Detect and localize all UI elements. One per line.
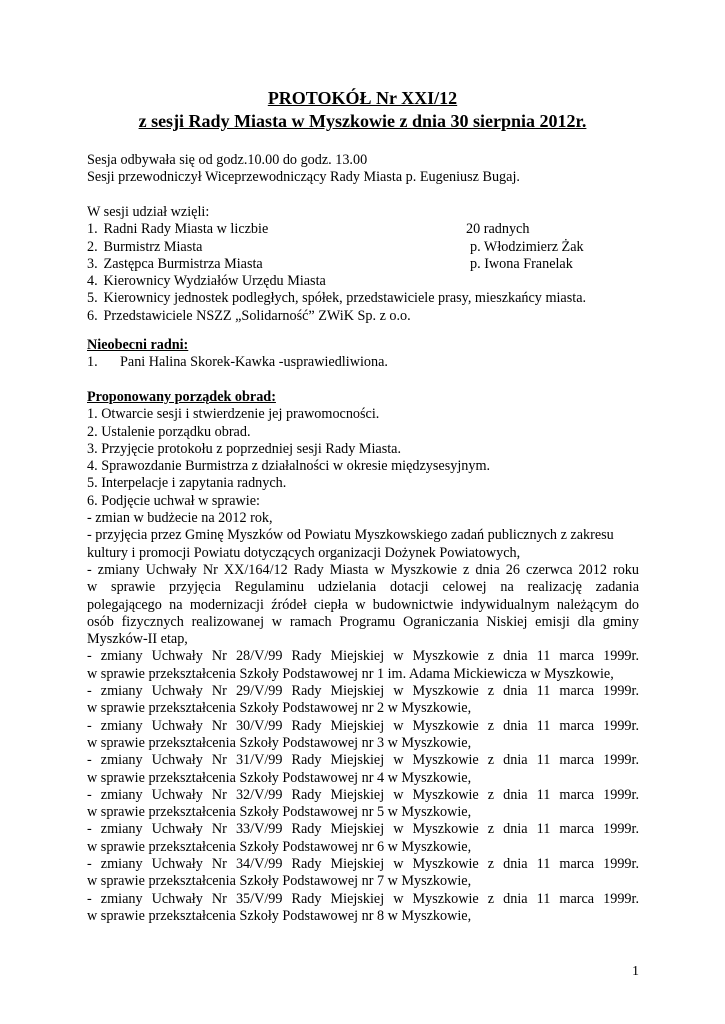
resolution-item: polegającego na modernizacji źródeł ciepła w budownictwie indywidualnym należącym do <box>87 596 639 613</box>
resolution-item: kultury i promocji Powiatu dotyczących organizacji Dożynek Powiatowych, <box>87 544 521 561</box>
participants-section <box>87 204 639 325</box>
agenda-item: 5. Interpelacje i zapytania radnych. <box>87 475 287 492</box>
resolution-item: w sprawie przekształcenia Szkoły Podstawowej nr 2 w Myszkowie, <box>87 700 472 717</box>
resolution-item: w sprawie przyjęcia Regulaminu udzielania dotacji celowej na realizację zadania <box>87 579 639 596</box>
resolution-item: - zmiany Uchwały Nr 33/V/99 Rady Miejskiej w Myszkowie z dnia 11 marca 1999r. <box>87 821 639 838</box>
document-subtitle: z sesji Rady Miasta w Myszkowie z dnia 30 sierpnia 2012r. <box>138 111 587 131</box>
agenda-section <box>87 389 639 925</box>
resolution-item: w sprawie przekształcenia Szkoły Podstawowej nr 7 w Myszkowie, <box>87 873 472 890</box>
session-info <box>87 152 639 187</box>
resolution-item: w sprawie przekształcenia Szkoły Podstawowej nr 1 im. Adama Mickiewicza w Myszkowie, <box>87 665 614 682</box>
resolution-item: - zmiany Uchwały Nr 35/V/99 Rady Miejskiej w Myszkowie z dnia 11 marca 1999r. <box>87 890 639 907</box>
list-item: 1. Radni Rady Miasta w liczbie 20 radnych <box>87 221 530 238</box>
resolution-item: w sprawie przekształcenia Szkoły Podstawowej nr 4 w Myszkowie, <box>87 769 472 786</box>
resolution-item: - zmiany Uchwały Nr 29/V/99 Rady Miejskiej w Myszkowie z dnia 11 marca 1999r. <box>87 683 639 700</box>
resolution-item: w sprawie przekształcenia Szkoły Podstawowej nr 5 w Myszkowie, <box>87 804 472 821</box>
resolution-item: w sprawie przekształcenia Szkoły Podstawowej nr 6 w Myszkowie, <box>87 838 472 855</box>
resolution-item: - zmiany Uchwały Nr XX/164/12 Rady Miasta w Myszkowie z dnia 26 czerwca 2012 roku <box>87 561 639 578</box>
absent-section <box>87 337 639 372</box>
list-item: 3. Zastępca Burmistrza Miasta p. Iwona Franelak <box>87 255 573 272</box>
absent-heading: Nieobecni radni: <box>87 337 189 353</box>
list-item: 4. Kierownicy Wydziałów Urzędu Miasta <box>87 273 326 290</box>
resolution-item: - zmiany Uchwały Nr 31/V/99 Rady Miejskiej w Myszkowie z dnia 11 marca 1999r. <box>87 752 639 769</box>
resolution-item: w sprawie przekształcenia Szkoły Podstawowej nr 8 w Myszkowie, <box>87 907 472 924</box>
agenda-item: 4. Sprawozdanie Burmistrza z działalności w okresie międzysesyjnym. <box>87 458 491 475</box>
list-item: 2. Burmistrz Miasta p. Włodzimierz Żak <box>87 238 584 255</box>
resolution-item: w sprawie przekształcenia Szkoły Podstawowej nr 3 w Myszkowie, <box>87 734 472 751</box>
resolution-item: - zmiany Uchwały Nr 28/V/99 Rady Miejskiej w Myszkowie z dnia 11 marca 1999r. <box>87 648 639 665</box>
resolution-item: osób fizycznych realizowanej w ramach Programu Ograniczania Niskiej emisji dla gminy <box>87 613 639 630</box>
resolution-item: - zmiany Uchwały Nr 34/V/99 Rady Miejskiej w Myszkowie z dnia 11 marca 1999r. <box>87 856 639 873</box>
session-time: Sesja odbywała się od godz.10.00 do godz. 13.00 <box>87 152 368 168</box>
resolution-item: Myszków-II etap, <box>87 631 188 648</box>
participants-heading: W sesji udział wzięli: <box>87 204 210 220</box>
document-title: PROTOKÓŁ Nr XXI/12 <box>267 88 458 108</box>
resolution-item: - zmian w budżecie na 2012 rok, <box>87 510 273 527</box>
agenda-item: 2. Ustalenie porządku obrad. <box>87 423 251 440</box>
resolution-item: - przyjęcia przez Gminę Myszków od Powiatu Myszkowskiego zadań publicznych z zakresu <box>87 527 614 544</box>
resolution-item: - zmiany Uchwały Nr 32/V/99 Rady Miejskiej w Myszkowie z dnia 11 marca 1999r. <box>87 786 639 803</box>
list-item: 5. Kierownicy jednostek podległych, spółek, przedstawiciele prasy, mieszkańcy miasta. <box>87 290 587 307</box>
page-number: 1 <box>632 964 639 979</box>
agenda-item: 3. Przyjęcie protokołu z poprzedniej sesji Rady Miasta. <box>87 440 402 457</box>
list-item: 1. Pani Halina Skorek-Kawka -usprawiedliwiona. <box>87 354 388 371</box>
agenda-heading: Proponowany porządek obrad: <box>87 389 276 405</box>
agenda-item: 6. Podjęcie uchwał w sprawie: <box>87 492 260 509</box>
resolution-item: - zmiany Uchwały Nr 30/V/99 Rady Miejskiej w Myszkowie z dnia 11 marca 1999r. <box>87 717 639 734</box>
list-item: 6. Przedstawiciele NSZZ „Solidarność” ZWiK Sp. z o.o. <box>87 307 411 324</box>
session-chair: Sesji przewodniczył Wiceprzewodniczący Rady Miasta p. Eugeniusz Bugaj. <box>87 169 520 186</box>
agenda-item: 1. Otwarcie sesji i stwierdzenie jej prawomocności. <box>87 406 380 423</box>
